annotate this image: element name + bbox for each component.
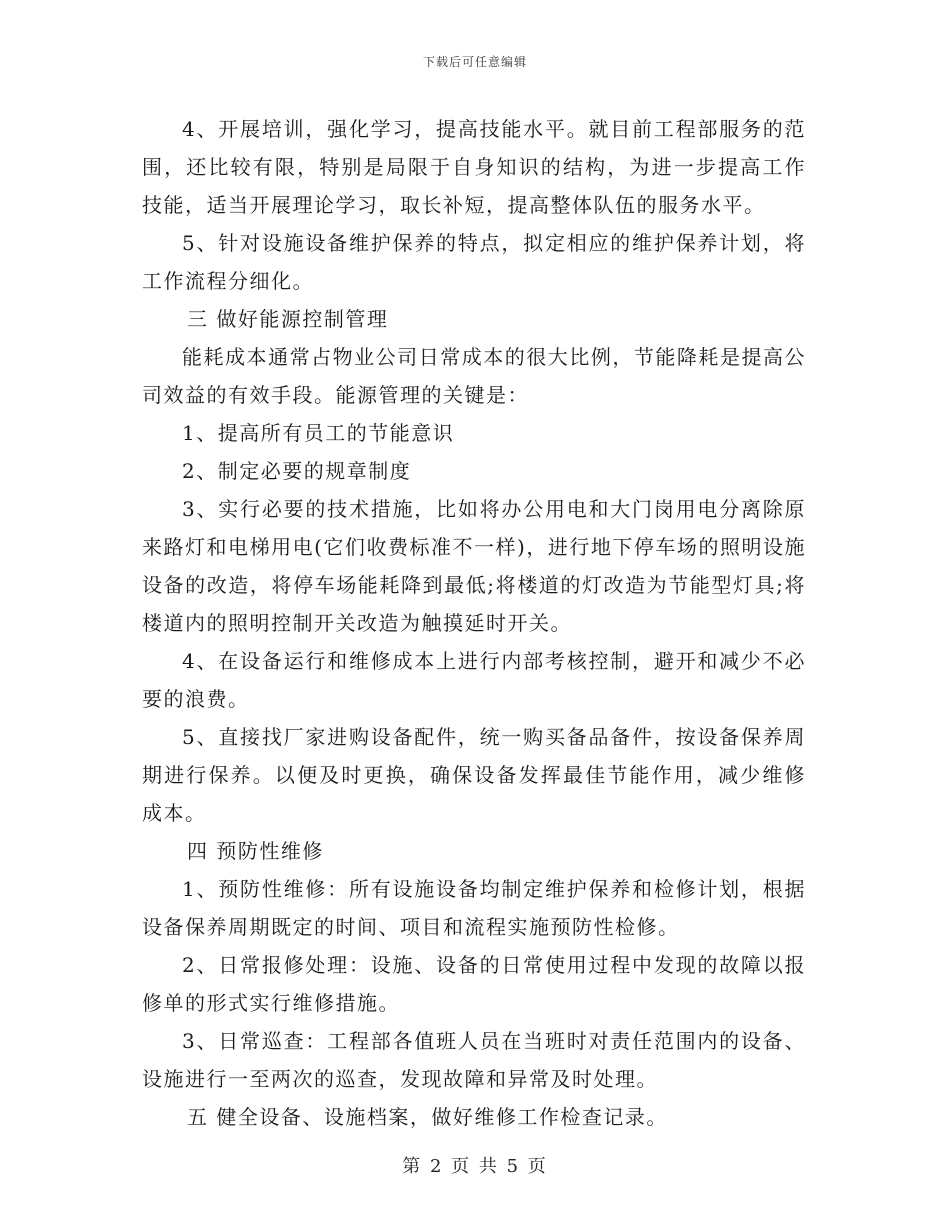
list-item-regulations: 2、制定必要的规章制度 — [182, 459, 412, 483]
page-number: 第 2 页 共 5 页 — [402, 1156, 548, 1177]
list-item-technical-measures: 3、实行必要的技术措施，比如将办公用电和大门岗用电分离除原来路灯和电梯用电(它们收费标准不一样)，进行地下停车场的照明设施设备的改造，将停车场能耗降到最低;将楼道的灯改造为节能型灯具;将楼道内的照明控制开关改造为触摸延时开关。 — [142, 497, 806, 635]
paragraph-maintenance-plan: 5、针对设施设备维护保养的特点，拟定相应的维护保养计划，将工作流程分细化。 — [142, 231, 806, 293]
section-heading-preventive: 四 预防性维修 — [187, 839, 324, 863]
page-header: 下载后可任意编辑 — [422, 55, 527, 69]
paragraph-energy-intro: 能耗成本通常占物业公司日常成本的很大比例，节能降耗是提高公司效益的有效手段。能源管理的关键是： — [142, 345, 806, 407]
list-item-preventive-maintenance: 1、预防性维修：所有设施设备均制定维护保养和检修计划，根据设备保养周期既定的时间、项目和流程实施预防性检修。 — [142, 877, 806, 939]
paragraph-training: 4、开展培训，强化学习，提高技能水平。就目前工程部服务的范围，还比较有限，特别是局限于自身知识的结构，为进一步提高工作技能，适当开展理论学习，取长补短，提高整体队伍的服务水平。 — [142, 117, 806, 217]
section-heading-records: 五 健全设备、设施档案，做好维修工作检查记录。 — [187, 1105, 668, 1129]
list-item-cost-control: 4、在设备运行和维修成本上进行内部考核控制，避开和减少不必要的浪费。 — [142, 649, 806, 711]
section-heading-energy: 三 做好能源控制管理 — [187, 307, 389, 331]
list-item-repair-handling: 2、日常报修处理：设施、设备的日常使用过程中发现的故障以报修单的形式实行维修措施。 — [142, 953, 806, 1015]
list-item-daily-inspection: 3、日常巡查：工程部各值班人员在当班时对责任范围内的设备、设施进行一至两次的巡查，发现故障和异常及时处理。 — [142, 1029, 806, 1091]
list-item-parts-purchase: 5、直接找厂家进购设备配件，统一购买备品备件，按设备保养周期进行保养。以便及时更换，确保设备发挥最佳节能作用，减少维修成本。 — [142, 725, 806, 825]
list-item-energy-awareness: 1、提高所有员工的节能意识 — [182, 421, 455, 445]
document-body — [142, 110, 806, 1136]
